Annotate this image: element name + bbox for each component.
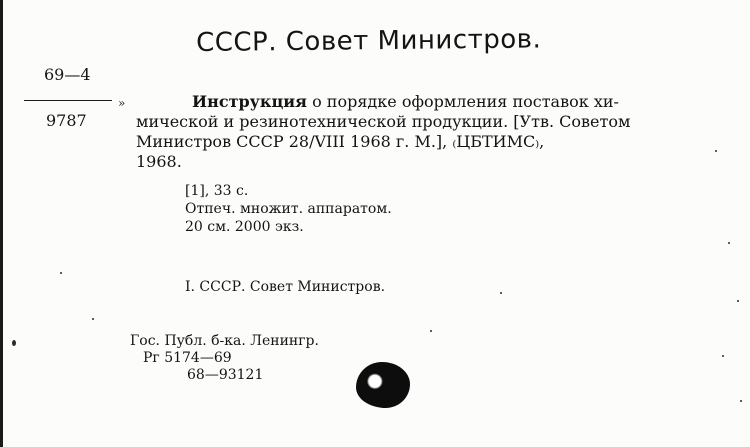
dust-speck [12, 340, 16, 346]
call-number-bottom: 9787 [46, 111, 87, 130]
card-left-edge [0, 0, 3, 447]
entry-line-2: мической и резинотехнической продукции. [Утв. Советом [136, 112, 631, 131]
dust-speck [500, 292, 502, 294]
holdings-block [130, 333, 319, 384]
subject-tracing: I. СССР. Совет Министров. [185, 279, 386, 295]
dust-speck [715, 150, 717, 152]
entry-title: Инструкция [192, 92, 307, 111]
entry-line-1-rest: о порядке оформления поставок хи- [306, 92, 619, 111]
bibliographic-entry [136, 92, 724, 172]
entry-line-3: Министров СССР 28/VIII 1968 г. М.], ₍ЦБТИМС₎, [136, 132, 545, 151]
handwritten-heading: СССР. Совет Министров. [195, 24, 542, 58]
call-number-divider [24, 100, 112, 101]
dust-speck [740, 400, 742, 402]
holding-reg-number: Рг 5174—69 [143, 350, 232, 366]
collation-size-copies: 20 см. 2000 экз. [185, 219, 304, 235]
divider-mark: » [118, 96, 126, 110]
entry-line-4: 1968. [136, 152, 182, 171]
collation-printing: Отпеч. множит. аппаратом. [185, 201, 392, 217]
ink-blot [356, 362, 410, 408]
dust-speck [728, 242, 730, 244]
collation-block [185, 182, 392, 236]
dust-speck [722, 355, 724, 357]
dust-speck [60, 272, 62, 274]
dust-speck [430, 330, 432, 332]
holding-card-number: 68—93121 [187, 367, 264, 383]
dust-speck [92, 318, 94, 320]
dust-speck [737, 300, 739, 302]
call-number-top: 69—4 [44, 65, 91, 84]
collation-pages: [1], 33 с. [185, 183, 249, 199]
holding-library: Гос. Публ. б-ка. Ленингр. [130, 333, 319, 349]
entry-line-1 [136, 92, 724, 112]
